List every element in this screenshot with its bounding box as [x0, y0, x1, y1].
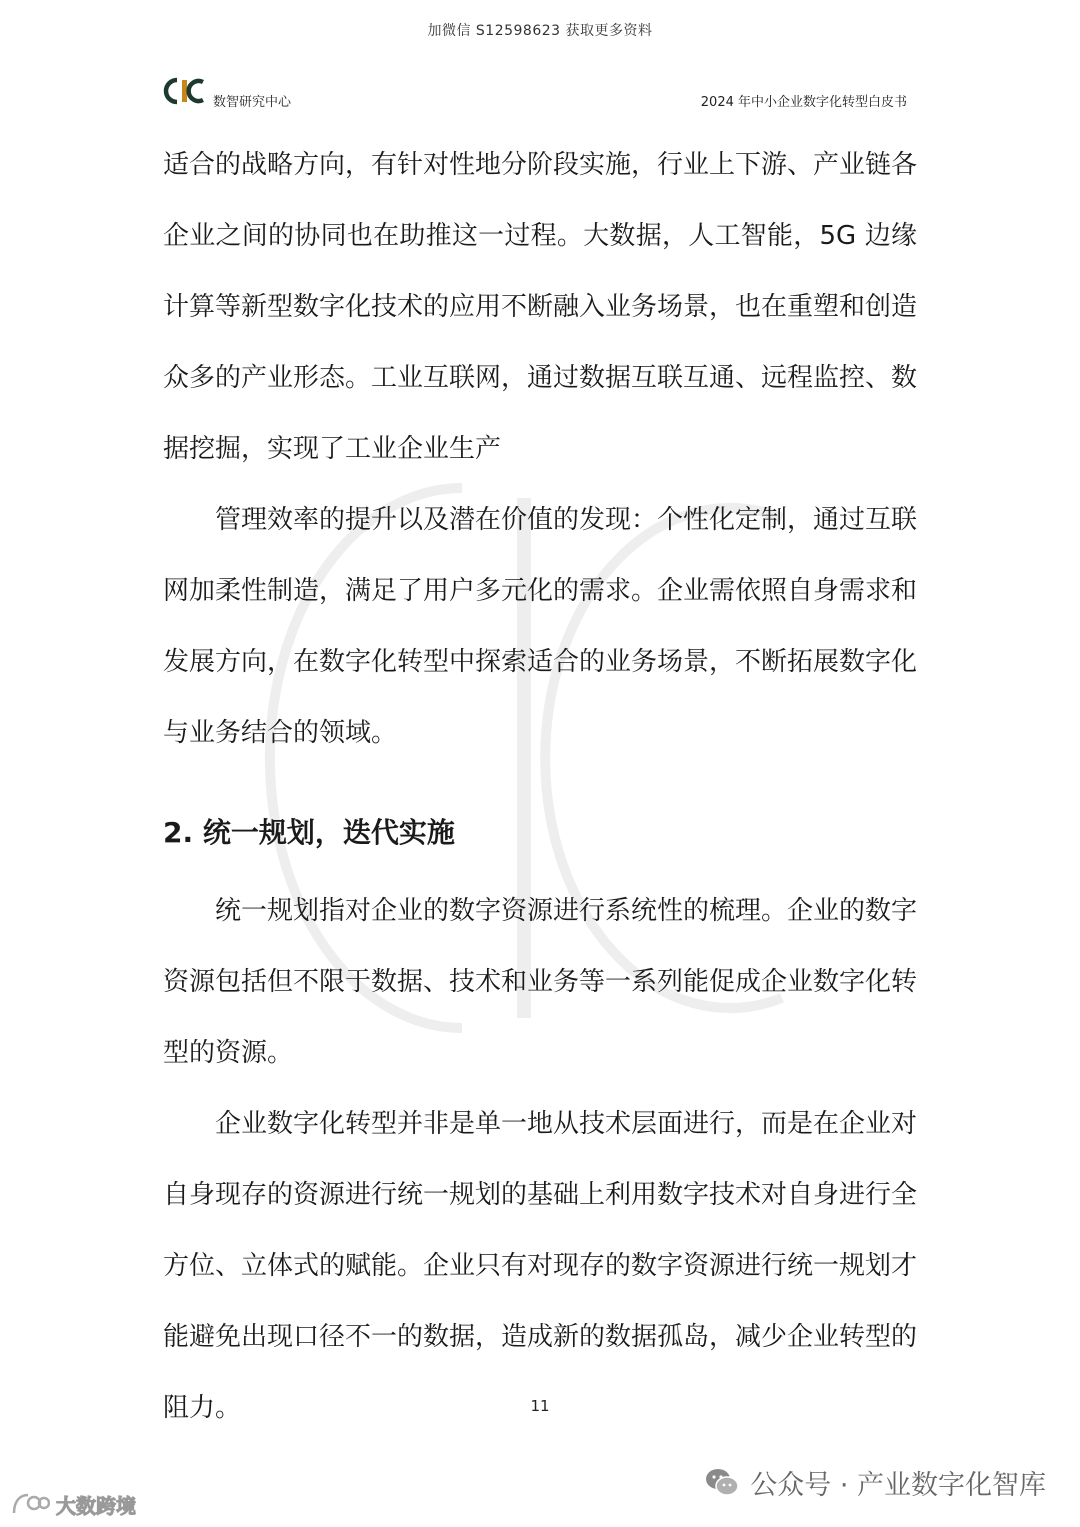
page-number: 11 — [530, 1397, 550, 1415]
document-title: 2024 年中小企业数字化转型白皮书 — [700, 95, 907, 110]
top-banner: 加微信 S12598623 获取更多资料 — [427, 23, 653, 39]
paragraph-3: 统一规划指对企业的数字资源进行系统性的梳理。企业的数字资源包括但不限于数据、技术和业务等一系列能促成企业数字化转型的资源。 — [163, 896, 918, 1068]
main-content — [163, 130, 917, 1444]
logo-text: 数智研究中心 — [213, 95, 292, 110]
page-header — [163, 72, 915, 112]
paragraph-2: 管理效率的提升以及潜在价值的发现：个性化定制，通过互联网加柔性制造，满足了用户多元化的需求。企业需依照自身需求和发展方向，在数字化转型中探索适合的业务场景，不断拓展数字化与业务结合的领域。 — [163, 505, 918, 748]
paragraph-1: 适合的战略方向，有针对性地分阶段实施，行业上下游、产业链各企业之间的协同也在助推这一过程。大数据，人工智能，5G 边缘计算等新型数字化技术的应用不断融入业务场景，也在重塑和创造众多的产业形态。工业互联网，通过数据互联互通、远程监控、数据挖掘，实现了工业企业生产 — [163, 150, 918, 464]
section-heading: 2. 统一规划，迭代实施 — [163, 816, 455, 849]
wechat-account-text: 公众号 · 产业数字化智库 — [750, 1469, 1046, 1501]
paragraph-4: 企业数字化转型并非是单一地从技术层面进行，而是在企业对自身现存的资源进行统一规划的基础上利用数字技术对自身进行全方位、立体式的赋能。企业只有对现存的数字资源进行统一规划才能避免出现口径不一的数据，造成新的数据孤岛，减少企业转型的阻力。 — [163, 1109, 918, 1423]
wechat-watermark — [704, 1462, 1046, 1502]
cic-logo — [163, 76, 209, 106]
brand-icon — [10, 1491, 50, 1517]
corner-brand-text: 大数跨境 — [56, 1493, 136, 1518]
wechat-icon — [704, 1466, 740, 1498]
corner-watermark — [10, 1488, 136, 1520]
